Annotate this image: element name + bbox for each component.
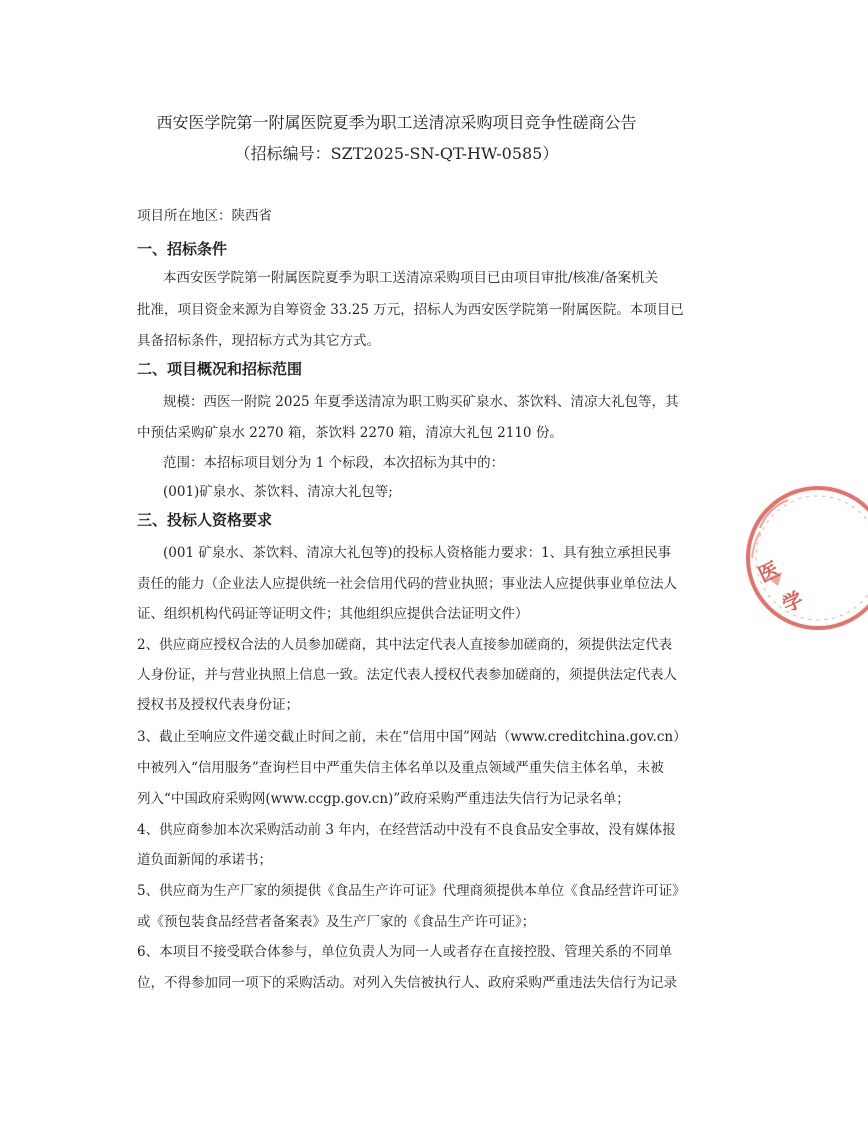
paragraph-line: 3、截止至响应文件递交截止时间之前，未在“信用中国”网站（www.creditchina.gov.cn） <box>137 729 687 745</box>
paragraph-line: 道负面新闻的承诺书； <box>137 852 272 868</box>
paragraph-line: 5、供应商为生产厂家的须提供《食品生产许可证》代理商须提供本单位《食品经营许可证》 <box>137 883 686 899</box>
paragraph-line: 具备招标条件，现招标方式为其它方式。 <box>137 333 380 349</box>
paragraph-line: (001 矿泉水、茶饮料、清凉大礼包等)的投标人资格能力要求：1、具有独立承担民事 <box>163 545 672 561</box>
document-title: 西安医学院第一附属医院夏季为职工送清凉采购项目竞争性磋商公告 <box>156 113 637 132</box>
official-seal-stamp <box>738 478 868 638</box>
paragraph-line: 2、供应商应授权合法的人员参加磋商，其中法定代表人直接参加磋商的，须提供法定代表 <box>137 637 673 653</box>
paragraph-line: 证、组织机构代码证等证明文件；其他组织应提供合法证明文件） <box>137 606 529 622</box>
paragraph-line: 责任的能力（企业法人应提供统一社会信用代码的营业执照；事业法人应提供事业单位法人 <box>137 576 677 592</box>
paragraph-line: 列入“中国政府采购网(www.ccgp.gov.cn)”政府采购严重违法失信行为记录名单； <box>137 791 630 807</box>
paragraph-line: 范围：本招标项目划分为 1 个标段，本次招标为其中的： <box>163 455 505 471</box>
section-heading-bidding-conditions: 一、招标条件 <box>137 240 228 258</box>
paragraph-line: 4、供应商参加本次采购活动前 3 年内，在经营活动中没有不良食品安全事故，没有媒体报 <box>137 822 676 838</box>
seal-character: 学 <box>778 586 807 617</box>
paragraph-line: 中预估采购矿泉水 2270 箱，茶饮料 2270 箱，清凉大礼包 2110 份。 <box>137 425 563 441</box>
paragraph-line: 6、本项目不接受联合体参与，单位负责人为同一人或者存在直接控股、管理关系的不同单 <box>137 944 673 960</box>
paragraph-line: 或《预包装食品经营者备案表》及生产厂家的《食品生产许可证》； <box>137 914 536 930</box>
project-region: 项目所在地区：陕西省 <box>137 208 272 224</box>
section-heading-bidder-qualification: 三、投标人资格要求 <box>137 511 273 529</box>
paragraph-line: 中被列入“信用服务”查询栏目中严重失信主体名单以及重点领域严重失信主体名单，未被 <box>137 760 664 776</box>
paragraph-line: 位，不得参加同一项下的采购活动。对列入失信被执行人、政府采购严重违法失信行为记录 <box>137 975 677 991</box>
paragraph-line: 授权书及授权代表身份证； <box>137 697 299 713</box>
paragraph-line: 批准，项目资金来源为自筹资金 33.25 万元，招标人为西安医学院第一附属医院。本项目已 <box>137 302 684 318</box>
paragraph-line: (001)矿泉水、茶饮料、清凉大礼包等; <box>163 484 393 500</box>
paragraph-line: 人身份证，并与营业执照上信息一致。法定代表人授权代表参加磋商的，须提供法定代表人 <box>137 667 677 683</box>
seal-character: 医 <box>754 556 783 587</box>
section-heading-project-overview: 二、项目概况和招标范围 <box>137 360 303 378</box>
paragraph-line: 规模：西医一附院 2025 年夏季送清凉为职工购买矿泉水、茶饮料、清凉大礼包等，其 <box>163 394 679 410</box>
tender-number: （招标编号：SZT2025-SN-QT-HW-0585） <box>234 144 559 163</box>
paragraph-line: 本西安医学院第一附属医院夏季为职工送清凉采购项目已由项目审批/核准/备案机关 <box>163 270 659 286</box>
